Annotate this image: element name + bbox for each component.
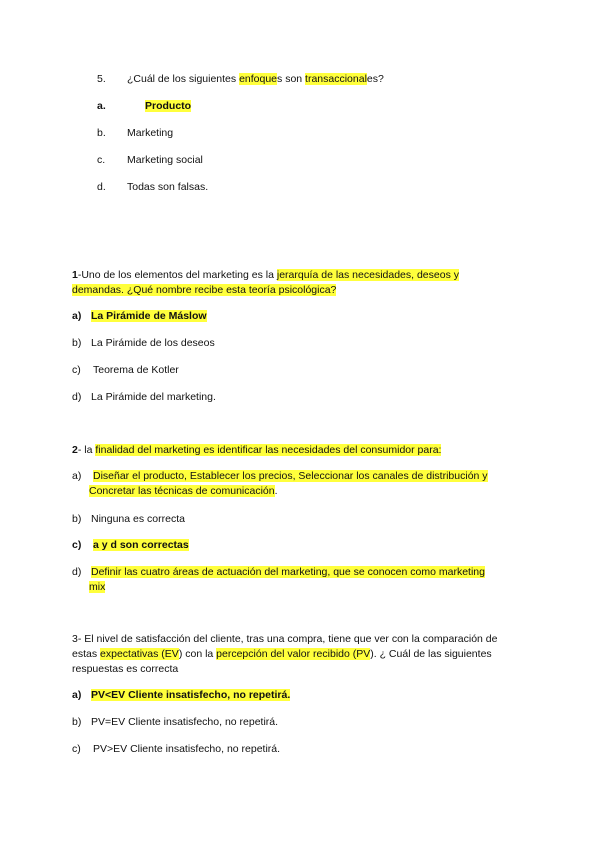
q3-option-b-text: PV=EV Cliente insatisfecho, no repetirá. — [91, 716, 279, 728]
q3-option-b-label: b) — [72, 716, 82, 728]
q2-option-b-label: b) — [72, 513, 82, 525]
q5-option-a-label: a. — [97, 100, 106, 112]
q1-option-b-text: La Pirámide de los deseos — [91, 337, 215, 349]
q3-option-c-label: c) — [72, 743, 81, 755]
q5-option-c-label: c. — [97, 154, 106, 166]
q2-option-c-label: c) — [72, 539, 82, 551]
q3-option-a-text: PV<EV Cliente insatisfecho, no repetirá. — [91, 689, 291, 701]
q1-option-d-text: La Pirámide del marketing. — [91, 391, 216, 403]
q3-option-c-text: PV>EV Cliente insatisfecho, no repetirá. — [93, 743, 281, 755]
q5-stem: ¿Cuál de los siguientes enfoques son transaccionales? — [127, 73, 384, 85]
q2-option-d-text-line1: Definir las cuatro áreas de actuación del marketing, que se conocen como marketing — [91, 566, 485, 578]
q5-option-b-label: b. — [97, 127, 106, 139]
q2-option-d-label: d) — [72, 566, 82, 578]
q1-option-b-label: b) — [72, 337, 82, 349]
q3-stem-line3: respuestas es correcta — [72, 663, 179, 675]
q1-stem-line1: 1-Uno de los elementos del marketing es la jerarquía de las necesidades, deseos y — [72, 269, 459, 281]
q5-option-c-text: Marketing social — [127, 154, 203, 166]
q2-stem: 2- la finalidad del marketing es identificar las necesidades del consumidor para: — [72, 444, 442, 456]
q5-option-d-label: d. — [97, 181, 106, 193]
q5-option-d-text: Todas son falsas. — [127, 181, 209, 193]
q3-option-a-label: a) — [72, 689, 82, 701]
q3-stem-line2: estas expectativas (EV) con la percepción del valor recibido (PV). ¿ Cuál de las siguientes — [72, 648, 492, 660]
q2-option-d-text-line2: mix — [89, 581, 106, 593]
q2-option-b-text: Ninguna es correcta — [91, 513, 185, 525]
q5-option-b-text: Marketing — [127, 127, 174, 139]
q2-option-a-text-line1: Diseñar el producto, Establecer los precios, Seleccionar los canales de distribución y — [93, 470, 488, 482]
q2-option-c-text: a y d son correctas — [93, 539, 189, 551]
q1-stem-line2: demandas. ¿Qué nombre recibe esta teoría psicológica? — [72, 284, 337, 296]
q1-option-a-label: a) — [72, 310, 82, 322]
q5-number: 5. — [97, 73, 106, 85]
q1-option-a-text: La Pirámide de Máslow — [91, 310, 207, 322]
q5-option-a-text: Producto — [145, 100, 192, 112]
q3-stem-line1: 3- El nivel de satisfacción del cliente, tras una compra, tiene que ver con la comparación de — [72, 633, 498, 645]
q2-option-a-label: a) — [72, 470, 82, 482]
q2-option-a-text-line2: Concretar las técnicas de comunicación. — [89, 485, 278, 497]
q1-option-d-label: d) — [72, 391, 82, 403]
q1-option-c-text: Teorema de Kotler — [93, 364, 179, 376]
q1-option-c-label: c) — [72, 364, 81, 376]
